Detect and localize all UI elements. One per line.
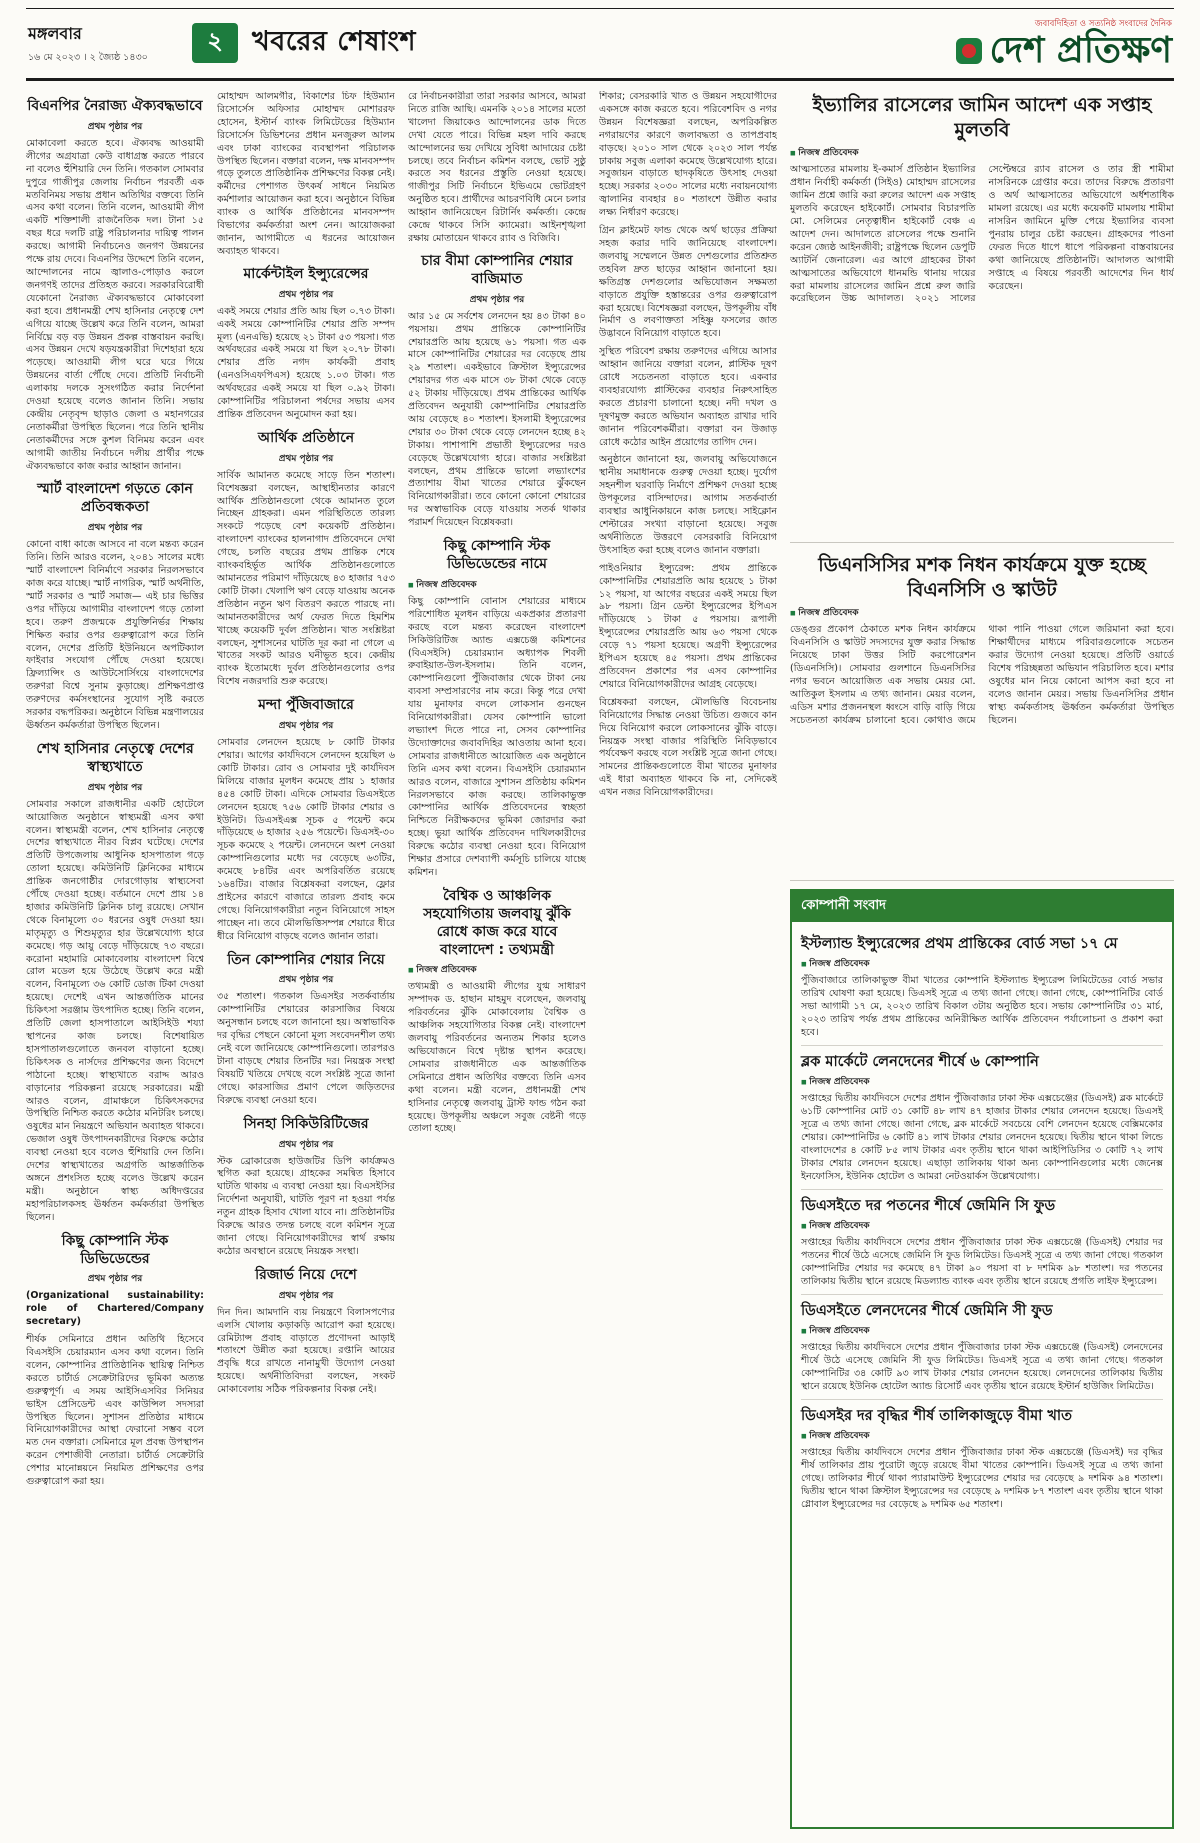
article-body: পুঁজিবাজারে তালিকাভুক্ত বীমা খাতের কোম্পানি ইস্টল্যান্ড ইন্স্যুরেন্স লিমিটেডের বোর্ড সভার তারিখ ঘোষণা করা হয়েছে। ডিএসই সূত্রে এ তথ্য জানা গেছে। জানা গেছে, কোম্পানিটির বোর্ড সভা আগামী ১৭ মে, ২০২৩ তারিখ বিকাল ৩টায় অনুষ্ঠিত হবে। সভায় কোম্পানিটির ৩১ মার্চ, ২০২৩ তারিখ পর্যন্ত প্রথম প্রান্তিকের অনিরীক্ষিত আর্থিক প্রতিবেদন পর্যালোচনা ও প্রকাশ করা হবে। [801,974,1163,1038]
article-headline: ইস্টল্যান্ড ইন্স্যুরেন্সের প্রথম প্রান্তিকের বোর্ড সভা ১৭ মে [801,936,1118,952]
article-headline: ব্লক মার্কেটে লেনদেনের শীর্ষে ৬ কোম্পানি [801,1054,1039,1071]
article-body: দিন দিন। আমদানি ব্যয় নিয়ন্ত্রণে বিলাসপণ্যের এলসি খোলায় কড়াকড়ি আরোপ করা হয়েছে। রেমিট্যান্স প্রবাহ বাড়াতে প্রণোদনা আড়াই শতাংশে উন্নীত করা হয়েছে। রপ্তানি আয়ের প্রবৃদ্ধি ধরে রাখতে নানামুখী উদ্যোগ নেওয়া হয়েছে। অর্থনীতিবিদরা বলছেন, সংকট মোকাবেলায় সঠিক পরিকল্পনার বিকল্প নেই। [217,1306,395,1396]
article-byline: ◼ নিজস্ব প্রতিবেদক [801,1074,1163,1089]
article-headline: বৈশ্বিক ও আঞ্চলিক সহযোগিতায় জলবায়ু ঝুঁকি রোধে কাজ করে যাবে বাংলাদেশ : তথ্যমন্ত্রী [423,887,571,958]
body-grid [26,91,1174,1829]
article-headline: ডিএনসিসির মশক নিধন কার্যক্রমে যুক্ত হচ্ছে বিএনসিসি ও স্কাউট [818,554,1146,601]
article-headline: সিনহা সিকিউরিটিজের [243,1115,369,1132]
article-body: সোমবার লেনদেন হয়েছে ৮ কোটি টাকার শেয়ার। আগের কার্যদিবসে লেনদেন হয়েছিল ৬ কোটি টাকার। রোব ও সোমবার দুই কার্যদিবস মিলিয়ে বাজার মূলধন কমেছে প্রায় ১ হাজার ৪৫৪ কোটি টাকা। এদিকে সোমবার ডিএসইতে লেনদেন হয়েছে ৭৫৬ কোটি টাকার শেয়ার ও ইউনিট। ডিএসইএক্স সূচক ৫ পয়েন্ট কমে দাঁড়িয়েছে ৬ হাজার ২৫৬ পয়েন্টে। ডিএসই-৩০ সূচক কমেছে ২ পয়েন্ট। লেনদেনে অংশ নেওয়া কোম্পানিগুলোর মধ্যে দর বেড়েছে ৬৩টির, কমেছে ৮৪টির এবং অপরিবর্তিত রয়েছে ১৬৪টির। বাজার বিশ্লেষকরা বলছেন, ফ্লোর প্রাইসের কারণে বাজারে তারল্য প্রবাহ কমে গেছে। বিনিয়োগকারীরা নতুন বিনিয়োগে সাহস পাচ্ছেন না। তবে মৌলভিত্তিসম্পন্ন শেয়ারে ধীরে ধীরে বিনিয়োগ বাড়ছে বলেও জানান তারা। [217,737,395,942]
company-news-box [790,889,1174,1829]
article-dse-top-turnover [801,1294,1163,1393]
article-health-sector [26,741,204,1225]
article-three-companies [217,952,395,1108]
article-headline: ডিএসইর দর বৃদ্ধির শীর্ষ তালিকাজুড়ে বীমা খাত [801,1408,1072,1425]
article-block-market-top [801,1045,1163,1183]
article-byline: ◼ নিজস্ব প্রতিবেদক [790,145,1174,160]
article-body: কোনো বাধা কাজে আসবে না বলে মন্তব্য করেন তিনি। তিনি আরও বলেন, ২০৪১ সালের মধ্যে স্মার্ট বাংলাদেশ বিনির্মাণে সরকার নিরলসভাবে কাজ করে যাচ্ছে। স্মার্ট নাগরিক, স্মার্ট অর্থনীতি, স্মার্ট সরকার ও স্মার্ট সমাজ— এই চার ভিত্তির ওপর দাঁড়িয়ে আগামীর বাংলাদেশ গড়ে তোলা হবে। তরুণ প্রজন্মকে প্রযুক্তিনির্ভর শিক্ষায় শিক্ষিত করার ওপর গুরুত্বারোপ করে তিনি বলেন, দেশের প্রতিটি ইউনিয়নে অপটিক্যাল ফাইবার সংযোগ পৌঁছে দেওয়া হয়েছে। ফ্রিল্যান্সিং ও আউটসোর্সিংয়ে বাংলাদেশের তরুণরা বিশ্বে সুনাম কুড়াচ্ছে। প্রশিক্ষণপ্রাপ্ত তরুণদের কর্মসংস্থানের সুযোগ সৃষ্টি করতে সরকার বদ্ধপরিকর। অনুষ্ঠানে বিভিন্ন মন্ত্রণালয়ের ঊর্ধ্বতন কর্মকর্তারা উপস্থিত ছিলেন। [26,539,204,731]
day-date-block [28,21,178,66]
newspaper-logo-icon [956,38,982,64]
company-news-box-title: কোম্পানী সংবাদ [792,891,1172,922]
masthead-tagline: জবাবদিহিতা ও সত্যনিষ্ঠ সংবাদের দৈনিক [1034,19,1172,29]
article-headline: শেখ হাসিনার নেতৃত্বে দেশের স্বাস্থ্যখাতে [36,740,194,775]
article-body: আত্মসাতের মামলায় ই-কমার্স প্রতিষ্ঠান ইভ্যালির প্রধান নির্বাহী কর্মকর্তা (সিইও) মোহাম্মদ রাসেলের জামিন প্রশ্নে জারি করা রুলের আদেশ এক সপ্তাহ মুলতবি করেছেন হাইকোর্ট। সোমবার বিচারপতি মো. সেলিমের নেতৃত্বাধীন হাইকোর্ট বেঞ্চ এ আদেশ দেন। আদালতে রাসেলের পক্ষে শুনানি করেন জ্যেষ্ঠ আইনজীবী; রাষ্ট্রপক্ষে ছিলেন ডেপুটি অ্যাটর্নি জেনারেল। এর আগে গ্রাহকের টাকা আত্মসাতের অভিযোগে ধানমন্ডি থানায় দায়ের করা মামলায় রাসেলের জামিন প্রশ্নে রুল জারি করেছিলেন উচ্চ আদালত। ২০২১ সালের সেপ্টেম্বরে র‌্যাব রাসেল ও তার স্ত্রী শামীমা নাসরিনকে গ্রেপ্তার করে। তাদের বিরুদ্ধে প্রতারণা ও অর্থ আত্মসাতের অভিযোগে অর্ধশতাধিক মামলা রয়েছে। এর মধ্যে কয়েকটি মামলায় শামীমা নাসরিন জামিনে মুক্তি পেয়ে ইভ্যালির ব্যবসা পুনরায় চালুর চেষ্টা করছেন। গ্রাহকদের পাওনা ফেরত দিতে ধাপে ধাপে পরিকল্পনা বাস্তবায়নের কথা জানিয়েছে প্রতিষ্ঠানটি। আদালত আগামী সপ্তাহে এ বিষয়ে পরবর্তী আদেশের দিন ধার্য করেছেন। [790,164,1174,305]
masthead-block [956,17,1172,69]
article-body: সোমবার সকালে রাজধানীর একটি হোটেলে আয়োজিত অনুষ্ঠানে স্বাস্থ্যমন্ত্রী এসব কথা বলেন। স্বাস্থ্যমন্ত্রী বলেন, শেখ হাসিনার নেতৃত্বে দেশের স্বাস্থ্যখাতে নীরব বিপ্লব ঘটেছে। দেশের প্রতিটি উপজেলায় আধুনিক হাসপাতাল গড়ে তোলা হয়েছে। কমিউনিটি ক্লিনিকের মাধ্যমে প্রান্তিক জনগোষ্ঠীর দোরগোড়ায় স্বাস্থ্যসেবা পৌঁছে দেওয়া হচ্ছে। বর্তমানে দেশে প্রায় ১৪ হাজার কমিউনিটি ক্লিনিক চালু রয়েছে। সেখান থেকে বিনামূল্যে ৩০ ধরনের ওষুধ দেওয়া হয়। মাতৃমৃত্যু ও শিশুমৃত্যুর হার উল্লেখযোগ্য হারে কমেছে। গড় আয়ু বেড়ে দাঁড়িয়েছে ৭৩ বছরে। করোনা মহামারি মোকাবেলায় বাংলাদেশ বিশ্বে রোল মডেল হয়ে উঠেছে উল্লেখ করে মন্ত্রী বলেন, বিনামূল্যে ৩৬ কোটি ডোজ টিকা দেওয়া হয়েছে। দেশেই এখন আন্তর্জাতিক মানের চিকিৎসা সরঞ্জাম উৎপাদিত হচ্ছে। তিনি বলেন, প্রতিটি জেলা হাসপাতালে আইসিইউ শয্যা স্থাপনের কাজ চলছে। বিশেষায়িত হাসপাতালগুলোতে জনবল বাড়ানো হচ্ছে। চিকিৎসক ও নার্সদের প্রশিক্ষণের জন্য বিদেশে পাঠানো হচ্ছে। স্বাস্থ্যখাতে বরাদ্দ আরও বাড়ানোর পরিকল্পনা রয়েছে সরকারের। মন্ত্রী আরও বলেন, গ্রামাঞ্চলে চিকিৎসকদের উপস্থিতি নিশ্চিত করতে কঠোর মনিটরিং চলছে। ওষুধের মান নিয়ন্ত্রণে অভিযান অব্যাহত থাকবে। ভেজাল ওষুধ উৎপাদনকারীদের বিরুদ্ধে কঠোর ব্যবস্থা নেওয়া হবে বলেও হুঁশিয়ারি দেন তিনি। দেশের স্বাস্থ্যখাতের অগ্রগতি আন্তর্জাতিক অঙ্গনে প্রশংসিত হচ্ছে বলেও উল্লেখ করেন মন্ত্রী। অনুষ্ঠানে স্বাস্থ্য অধিদপ্তরের মহাপরিচালকসহ ঊর্ধ্বতন কর্মকর্তারা উপস্থিত ছিলেন। [26,798,204,1223]
article-headline: বিএনপির নৈরাজ্য ঐক্যবদ্ধভাবে [27,98,203,114]
article-stock-dividend-seminar [26,1233,204,1489]
article-sluggish-market [217,697,395,943]
article-dncc-mosquito [790,551,1174,881]
article-byline: ◼ নিজস্ব প্রতিবেদক [790,605,1174,620]
newspaper-name: দেশ প্রতিক্ষণ [989,30,1172,71]
column-2 [217,91,395,1829]
article-byline: প্রথম পৃষ্ঠার পর [469,294,525,305]
page-number-badge: ২ [192,23,238,63]
article-body: ডেঙ্গুর প্রকোপ ঠেকাতে মশক নিধন কার্যক্রমে বিএনসিসি ও স্কাউট সদস্যদের যুক্ত করার সিদ্ধান্ত নিয়েছে ঢাকা উত্তর সিটি করপোরেশন (ডিএনসিসি)। সোমবার গুলশানে ডিএনসিসির নগর ভবনে আয়োজিত এক সভায় মেয়র মো. আতিকুল ইসলাম এ তথ্য জানান। মেয়র বলেন, এডিস মশার প্রজননস্থল ধ্বংসে বাড়ি বাড়ি গিয়ে সচেতনতা কার্যক্রম চালানো হবে। কোথাও জমে থাকা পানি পাওয়া গেলে জরিমানা করা হবে। শিক্ষার্থীদের মাধ্যমে পরিবারগুলোকে সচেতন করার উদ্যোগ নেওয়া হয়েছে। প্রতিটি ওয়ার্ডে বিশেষ পরিচ্ছন্নতা অভিযান পরিচালিত হবে। মশার ওষুধের মান নিয়ে কোনো আপস করা হবে না বলেও জানান মেয়র। সভায় ডিএনসিসির প্রধান স্বাস্থ্য কর্মকর্তাসহ ঊর্ধ্বতন কর্মকর্তারা উপস্থিত ছিলেন। [790,624,1174,726]
article-body: সার্বিক আমানত কমেছে সাড়ে তিন শতাংশ। বিশেষজ্ঞরা বলছেন, আস্থাহীনতার কারণে আর্থিক প্রতিষ্ঠানগুলো থেকে আমানত তুলে নিচ্ছেন গ্রাহকরা। এমন পরিস্থিতিতে তারল্য সংকটে পড়েছে বেশ কয়েকটি প্রতিষ্ঠান। বাংলাদেশ ব্যাংকের হালনাগাদ প্রতিবেদনে দেখা গেছে, চলতি বছরের প্রথম প্রান্তিক শেষে ব্যাংকবহির্ভূত আর্থিক প্রতিষ্ঠানগুলোতে আমানতের পরিমাণ দাঁড়িয়েছে ৪৩ হাজার ৭৫৩ কোটি টাকা। খেলাপি ঋণ বেড়ে যাওয়ায় অনেক প্রতিষ্ঠান নতুন ঋণ বিতরণ করতে পারছে না। আমানতকারীদের অর্থ ফেরত দিতে হিমশিম খাচ্ছে কয়েকটি দুর্বল প্রতিষ্ঠান। খাত সংশ্লিষ্টরা বলছেন, সুশাসনের ঘাটতি দূর করা না গেলে এ খাতের সংকট আরও ঘনীভূত হবে। কেন্দ্রীয় ব্যাংক ইতোমধ্যে দুর্বল প্রতিষ্ঠানগুলোর ওপর বিশেষ নজরদারি শুরু করেছে। [217,469,395,688]
article-bnp-anarchy [26,98,204,473]
article-body: শীর্ষক সেমিনারে প্রধান অতিথি হিসেবে বিএসইসি চেয়ারম্যান এসব কথা বলেন। তিনি বলেন, কোম্পানির প্রাতিষ্ঠানিক স্থায়িত্ব নিশ্চিত করতে চার্টার্ড সেক্রেটারিদের ভূমিকা অত্যন্ত গুরুত্বপূর্ণ। এ সময় আইসিএসবির সিনিয়র ভাইস প্রেসিডেন্ট এবং কাউন্সিল সদস্যরা উপস্থিত ছিলেন। সুশাসন প্রতিষ্ঠার মাধ্যমে বিনিয়োগকারীদের আস্থা ফেরানো সম্ভব বলে মত দেন বক্তারা। সেমিনারে মূল প্রবন্ধ উপস্থাপন করেন পেশাজীবী নেতারা। চার্টার্ড সেক্রেটারি পেশার মানোন্নয়নে নিয়মিত প্রশিক্ষণের ওপর গুরুত্বারোপ করা হয়। [26,1334,204,1488]
article-headline: রিজার্ভ নিয়ে দেশে [255,1266,357,1283]
date-label: ১৬ মে ২০২৩ । ২ জ্যৈষ্ঠ ১৪৩০ [28,51,148,63]
article-body: মোকাবেলা করতে হবে। ঐক্যবদ্ধ আওয়ামী লীগের অগ্রযাত্রা কেউ বাধাগ্রস্ত করতে পারবে না বলেও হুঁশিয়ারি দেন তিনি। গতকাল সোমবার দুপুরে গাজীপুর জেলায় নির্বাচন পরবর্তী এক মতবিনিময় সভায় প্রধান অতিথির বক্তব্যে তিনি এসব কথা বলেন। তিনি বলেন, আওয়ামী লীগ একটি শক্তিশালী রাজনৈতিক দল। টানা ১৫ বছর ধরে দলটি রাষ্ট্র পরিচালনার দায়িত্ব পালন করছে। আগামী নির্বাচনেও জনগণ উন্নয়নের পক্ষে রায় দেবে। বিএনপির উদ্দেশে তিনি বলেন, আন্দোলনের নামে জ্বালাও-পোড়াও করলে জনগণই তাদের প্রতিহত করবে। সরকারবিরোধী যেকোনো নৈরাজ্য ঐক্যবদ্ধভাবে মোকাবেলা করা হবে। প্রধানমন্ত্রী শেখ হাসিনার নেতৃত্বে দেশ এগিয়ে যাচ্ছে উল্লেখ করে তিনি বলেন, আমরা নির্বিঘ্নে বড় বড় উন্নয়ন প্রকল্প বাস্তবায়ন করছি। এসব উন্নয়ন দেখে ষড়যন্ত্রকারীরা দিশেহারা হয়ে পড়েছে। আওয়ামী লীগ ঘরে ঘরে গিয়ে উন্নয়নের বার্তা পৌঁছে দেবে। প্রতিটি নির্বাচনী এলাকায় দলকে সুসংগঠিত করার নির্দেশনা দেওয়া হয়েছে বলেও জানান তিনি। সভায় কেন্দ্রীয় নেতৃবৃন্দ ছাড়াও জেলা ও মহানগরের নেতাকর্মীরা উপস্থিত ছিলেন। পরে তিনি স্থানীয় নেতাকর্মীদের সঙ্গে কুশল বিনিময় করেন এবং আগামী জাতীয় নির্বাচনে দলীয় প্রার্থীর পক্ষে ঐক্যবদ্ধভাবে কাজ করার আহ্বান জানান। [26,137,204,472]
article-body: সপ্তাহের দ্বিতীয় কার্যদিবসে দেশের প্রধান পুঁজিবাজার ঢাকা স্টক এক্সচেঞ্জে (ডিএসই) লেনদেনের শীর্ষে উঠে এসেছে জেমিনি সী ফুড লিমিটেড। ডিএসই সূত্রে এ তথ্য জানা গেছে। গতকাল কোম্পানিটির ৩৪ কোটি ৯৩ লাখ টাকার শেয়ার লেনদেন হয়েছে। লেনদেনের তালিকায় দ্বিতীয় স্থানে রয়েছে ইউনিক হোটেল অ্যান্ড রিসোর্ট এবং তৃতীয় স্থানে রয়েছে ইস্টার্ন হাউজিং লিমিটেড। [801,1341,1163,1393]
article-headline: ইভ্যালির রাসেলের জামিন আদেশ এক সপ্তাহ মুলতবি [812,94,1152,141]
page-header [26,8,1174,81]
article-byline: প্রথম পৃষ্ঠার পর [87,782,143,793]
article-dse-top-loser [801,1189,1163,1288]
article-body: তথ্যমন্ত্রী ও আওয়ামী লীগের যুগ্ম সাধারণ সম্পাদক ড. হাছান মাহমুদ বলেছেন, জলবায়ু পরিবর্তনের ঝুঁকি মোকাবেলায় বৈশ্বিক ও আঞ্চলিক সহযোগিতার বিকল্প নেই। বাংলাদেশ জলবায়ু পরিবর্তনের অন্যতম শিকার হলেও অভিযোজনে বিশ্বে দৃষ্টান্ত স্থাপন করেছে। সোমবার রাজধানীতে এক আন্তর্জাতিক সেমিনারে প্রধান অতিথির বক্তব্যে তিনি এসব কথা বলেন। মন্ত্রী বলেন, প্রধানমন্ত্রী শেখ হাসিনার নেতৃত্বে জলবায়ু ট্রাস্ট ফান্ড গঠন করা হয়েছে। উপকূলীয় অঞ্চলে সবুজ বেষ্টনী গড়ে তোলা হচ্ছে। [408,981,586,1135]
article-financial-institutions [217,430,395,689]
weekday-label: মঙ্গলবার [28,23,82,43]
article-stock-dividend-bsec [408,538,586,880]
article-byline: ◼ নিজস্ব প্রতিবেদক [408,962,586,977]
article-english-title: (Organizational sustainability: role of Chartered/Company secretary) [26,1290,204,1328]
column-3 [408,91,586,1829]
column-4 [599,91,777,1829]
article-headline: তিন কোম্পানির শেয়ার নিয়ে [227,951,385,968]
article-mercantile-insurance [217,266,395,422]
article-headline: ডিএসইতে দর পতনের শীর্ষে জেমিনি সি ফুড [801,1198,1056,1215]
article-climate-minister [408,888,586,1137]
article-body: সপ্তাহের দ্বিতীয় কার্যদিবসে দেশের প্রধান পুঁজিবাজার ঢাকা স্টক এক্সচেঞ্জের (ডিএসই) ব্লক মার্কেটে ৬১টি কোম্পানির মোট ৩১ কোটি ৪৮ লাখ ৪৭ হাজার টাকার শেয়ার লেনদেন হয়েছে। ডিএসই সূত্রে এ তথ্য জানা গেছে। জানা গেছে, ব্লক মার্কেটে সবচেয়ে বেশি লেনদেন হয়েছে বেক্সিমকোর শেয়ার। কোম্পানিটির ৬ কোটি ৪১ লাখ টাকার শেয়ার লেনদেন হয়েছে। দ্বিতীয় স্থানে থাকা লিন্ডে বাংলাদেশের ৪ কোটি ৮৫ লাখ টাকার এবং তৃতীয় স্থানে থাকা আইপিডিসির ৩ কোটি ৭২ লাখ টাকার শেয়ার লেনদেন হয়েছে। এছাড়া তালিকায় থাকা অন্য কোম্পানিগুলোর মধ্যে জেনেক্স ইনফোসিস, ইউনিক হোটেল ও আমরা নেটওয়ার্কস উল্লেখযোগ্য। [801,1092,1163,1183]
article-byline: প্রথম পৃষ্ঠার পর [278,721,334,732]
article-headline: ডিএসইতে লেনদেনের শীর্ষে জেমিনি সী ফুড [801,1303,1053,1320]
continuation-text: রে নির্বাচনকারীরা তারা সরকার আসবে, আমরা নিতে রাজি আছি। এমনকি ২০১৪ সালের মতো খালেদা জিয়াকেও আন্দোলনের ডাক দিতে দেখা যেতে পারে। বিভিন্ন মহল দাবি করছে আন্দোলনের ভয় দেখিয়ে সুবিধা আদায়ের চেষ্টা চলছে। তবে নির্বাচন কমিশন বলছে, ভোট সুষ্ঠু করতে সব ধরনের প্রস্তুতি নেওয়া হয়েছে। গাজীপুর সিটি নির্বাচনে ইভিএমে ভোটগ্রহণ অনুষ্ঠিত হবে। প্রার্থীদের আচরণবিধি মেনে চলার আহ্বান জানিয়েছেন রিটার্নিং কর্মকর্তা। কেন্দ্রে কেন্দ্রে থাকবে সিসি ক্যামেরা। আইনশৃঙ্খলা রক্ষায় মোতায়েন থাকবে র‌্যাব ও বিজিবি। [408,91,586,244]
article-smart-bangladesh [26,481,204,732]
article-body: আর ১৫ মে সর্বশেষ লেনদেন হয় ৪৩ টাকা ৪০ পয়সায়। প্রথম প্রান্তিকে কোম্পানিটির শেয়ারপ্রতি আয় হয়েছে ৬১ পয়সা। গত এক মাসে কোম্পানিটির শেয়ারের দর বেড়েছে প্রায় ২৯ শতাংশ। একইভাবে ক্রিস্টাল ইন্স্যুরেন্সের শেয়ারদর গত এক মাসে ৩৮ টাকা থেকে বেড়ে ৫২ টাকায় দাঁড়িয়েছে। প্রথম প্রান্তিকের আর্থিক প্রতিবেদন অনুযায়ী কোম্পানিটির শেয়ারপ্রতি আয় বেড়েছে ৪০ শতাংশ। ইসলামী ইন্স্যুরেন্সের শেয়ার ৩০ টাকা থেকে বেড়ে লেনদেন হচ্ছে ৪২ টাকায়। পাশাপাশি প্রভাতী ইন্স্যুরেন্সের দরও বেড়েছে উল্লেখযোগ্য হারে। বাজার সংশ্লিষ্টরা বলছেন, প্রথম প্রান্তিকে ভালো লভ্যাংশের প্রত্যাশায় বীমা খাতের শেয়ারে ঝুঁকছেন বিনিয়োগকারীরা। তবে কোনো কোনো শেয়ারের দর অস্বাভাবিক বেড়ে যাওয়ায় সতর্ক থাকার পরামর্শ দিয়েছেন বিশ্লেষকরা। [408,310,586,529]
continuation-text: অনুষ্ঠানে জানানো হয়, জলবায়ু অভিযোজনে স্থানীয় সমাধানকে গুরুত্ব দেওয়া হচ্ছে। দুর্যোগ সহনশীল ঘরবাড়ি নির্মাণে প্রশিক্ষণ দেওয়া হচ্ছে উপকূলের বাসিন্দাদের। আগাম সতর্কবার্তা ব্যবস্থার আধুনিকায়নে কাজ চলছে। সাইক্লোন শেল্টারের সংখ্যা বাড়ানো হয়েছে। সবুজ অর্থনীতিতে উত্তরণে বেসরকারি বিনিয়োগ উৎসাহিত করা হচ্ছে বলেও জানান বক্তারা। [599,454,777,556]
article-dse-top-gainers-insurance [801,1399,1163,1511]
article-byline: প্রথম পৃষ্ঠার পর [278,289,334,300]
article-byline: ◼ নিজস্ব প্রতিবেদক [408,577,586,592]
continuation-text: গ্রিন ক্লাইমেট ফান্ড থেকে অর্থ ছাড়ের প্রক্রিয়া সহজ করার দাবি জানিয়েছে বাংলাদেশ। জলবায়ু সম্মেলনে উন্নত দেশগুলোর প্রতিশ্রুত তহবিল দ্রুত ছাড়ের আহ্বান জানানো হয়। ক্ষতিগ্রস্ত দেশগুলোর অভিযোজন সক্ষমতা বাড়াতে প্রযুক্তি হস্তান্তরের ওপর গুরুত্বারোপ করা হয়েছে। বিশেষজ্ঞরা বলছেন, উপকূলীয় বাঁধ নির্মাণ ও লবণাক্ততা সহিষ্ণু ফসলের জাত উদ্ভাবনে বিনিয়োগ বাড়াতে হবে। [599,225,777,340]
right-region [790,91,1174,1829]
article-byline: ◼ নিজস্ব প্রতিবেদক [801,1323,1163,1338]
article-body: সপ্তাহের দ্বিতীয় কার্যদিবসে দেশের প্রধান পুঁজিবাজার ঢাকা স্টক এক্সচেঞ্জে (ডিএসই) শেয়ার দর পতনের শীর্ষে উঠে এসেছে জেমিনি সি ফুড লিমিটেড। ডিএসই সূত্রে এ তথ্য জানা গেছে। গতকাল কোম্পানিটির শেয়ার দর কমেছে ৪৭ টাকা ৯০ পয়সা বা ৮ দশমিক ৯৮ শতাংশ। দর পতনের তালিকায় দ্বিতীয় স্থানে রয়েছে মিডল্যান্ড ব্যাংক এবং তৃতীয় স্থানে রয়েছে প্রগতি লাইফ ইন্স্যুরেন্স। [801,1236,1163,1288]
article-byline: ◼ নিজস্ব প্রতিবেদক [801,956,1163,971]
article-reserve [217,1267,395,1397]
article-eastland-board-meeting [801,928,1163,1039]
article-byline: ◼ নিজস্ব প্রতিবেদক [801,1218,1163,1233]
continuation-text: শিকার; বেসরকারি খাত ও উন্নয়ন সহযোগীদের একসঙ্গে কাজ করতে হবে। পরিবেশবিদ ও নগর উন্নয়ন বিশেষজ্ঞরা বলছেন, অপরিকল্পিত নগরায়ণের কারণে জলাবদ্ধতা ও তাপপ্রবাহ বাড়ছে। ২০১০ সাল থেকে ২০২৩ সাল পর্যন্ত ঢাকায় সবুজ এলাকা কমেছে উল্লেখযোগ্য হারে। সবুজায়ন বাড়াতে ছাদকৃষিতে উৎসাহ দেওয়া হচ্ছে। সরকার ২০৩০ সালের মধ্যে নবায়নযোগ্য জ্বালানির ব্যবহার ৪০ শতাংশে উন্নীত করার লক্ষ্য নির্ধারণ করেছে। [599,91,777,219]
article-sinha-securities [217,1116,395,1259]
continuation-text: পাইওনিয়ার ইন্স্যুরেন্স: প্রথম প্রান্তিকে কোম্পানিটির শেয়ারপ্রতি আয় হয়েছে ১ টাকা ১২ পয়সা, যা আগের বছরের একই সময়ে ছিল ৯৮ পয়সা। গ্রিন ডেল্টা ইন্স্যুরেন্সের ইপিএস দাঁড়িয়েছে ১ টাকা ৫ পয়সায়। রূপালী ইন্স্যুরেন্সের শেয়ারপ্রতি আয় ৬৩ পয়সা থেকে বেড়ে ৭১ পয়সা হয়েছে। অগ্রণী ইন্স্যুরেন্সের ইপিএস হয়েছে ৪৫ পয়সা। প্রথম প্রান্তিকের প্রতিবেদন প্রকাশের পর এসব কোম্পানির শেয়ারে বিনিয়োগকারীদের আগ্রহ বেড়েছে। [599,562,777,690]
article-body: ৩৫ শতাংশ। গতকাল ডিএসইর সতর্কবার্তায় কোম্পানিটির শেয়ারের কারসাজির বিষয়ে অনুসন্ধান চলছে বলে জানানো হয়। অস্বাভাবিক দর বৃদ্ধির পেছনে কোনো মূল্য সংবেদনশীল তথ্য নেই বলে জানিয়েছে কোম্পানিগুলো। তারপরও টানা বাড়ছে শেয়ার তিনটির দর। নিয়ন্ত্রক সংস্থা বিষয়টি খতিয়ে দেখছে বলে সংশ্লিষ্ট সূত্রে জানা গেছে। কারসাজির প্রমাণ পেলে জড়িতদের বিরুদ্ধে ব্যবস্থা নেওয়া হবে। [217,991,395,1106]
article-byline: প্রথম পৃষ্ঠার পর [87,121,143,132]
column-1 [26,91,204,1829]
article-byline: প্রথম পৃষ্ঠার পর [278,975,334,986]
article-headline: কিছু কোম্পানি স্টক ডিভিডেন্ডের [61,1232,169,1267]
article-body: কিছু কোম্পানি বোনাস শেয়ারের মাধ্যমে পরিশোধিত মূলধন বাড়িয়ে একপ্রকার প্রতারণা করছে বলে মন্তব্য করেছেন বাংলাদেশ সিকিউরিটিজ অ্যান্ড এক্সচেঞ্জ কমিশনের (বিএসইসি) চেয়ারম্যান অধ্যাপক শিবলী রুবাইয়াত-উল-ইসলাম। তিনি বলেন, কোম্পানিগুলো পুঁজিবাজার থেকে টাকা নেয় ব্যবসা সম্প্রসারণের নাম করে। কিন্তু পরে দেখা যায় মুনাফার বদলে লোকসান গুনছেন বিনিয়োগকারীরা। যেসব কোম্পানি ভালো লভ্যাংশ দিতে পারে না, সেসব কোম্পানির উদ্যোক্তাদের জবাবদিহির আওতায় আনা হবে। সোমবার রাজধানীতে আয়োজিত এক অনুষ্ঠানে তিনি এসব কথা বলেন। বিএসইসি চেয়ারম্যান আরও বলেন, বাজারে সুশাসন প্রতিষ্ঠায় কমিশন নিরলসভাবে কাজ করছে। তালিকাভুক্ত কোম্পানির আর্থিক প্রতিবেদনের স্বচ্ছতা নিশ্চিতে নিরীক্ষকদের ভূমিকা জোরদার করা হচ্ছে। ভুয়া আর্থিক প্রতিবেদন দাখিলকারীদের বিরুদ্ধে কঠোর ব্যবস্থা নেওয়া হবে। বিনিয়োগ শিক্ষার প্রসারে দেশব্যাপী কর্মসূচি চালিয়ে যাচ্ছে কমিশন। [408,595,586,878]
article-headline: স্মার্ট বাংলাদেশ গড়তে কোন প্রতিবন্ধকতা [37,481,193,516]
article-headline: মার্কেন্টাইল ইন্স্যুরেন্সের [243,265,369,282]
continuation-text: বিশ্লেষকরা বলছেন, মৌলভিত্তি বিবেচনায় বিনিয়োগের সিদ্ধান্ত নেওয়া উচিত। গুজবে কান দিয়ে বিনিয়োগ করলে লোকসানের ঝুঁকি বাড়ে। নিয়ন্ত্রক সংস্থা বাজার পরিস্থিতি নিবিড়ভাবে পর্যবেক্ষণ করছে বলে সংশ্লিষ্ট সূত্রে জানা গেছে। সামনের প্রান্তিকগুলোতে বীমা খাতের মুনাফার এই ধারা অব্যাহত থাকবে কি না, সেদিকেই এখন নজর বিনিয়োগকারীদের। [599,696,777,799]
continuation-text: সুস্থিত পরিবেশ রক্ষায় তরুণদের এগিয়ে আসার আহ্বান জানিয়ে বক্তারা বলেন, প্লাস্টিক দূষণ রোধে সচেতনতা বাড়াতে হবে। একবার ব্যবহারযোগ্য প্লাস্টিকের ব্যবহার নিরুৎসাহিত করতে প্রচারণা চালানো হচ্ছে। নদী দখল ও দূষণমুক্ত করতে অভিযান অব্যাহত রাখার দাবি জানান পরিবেশকর্মীরা। বক্তারা বন উজাড় রোধে কঠোর আইন প্রয়োগের তাগিদ দেন। [599,346,777,448]
article-four-insurance [408,253,586,530]
section-title: খবরের শেষাংশ [252,25,416,57]
article-body: সপ্তাহের দ্বিতীয় কার্যদিবসে দেশের প্রধান পুঁজিবাজার ঢাকা স্টক এক্সচেঞ্জে (ডিএসই) দর বৃদ্ধির শীর্ষ তালিকার প্রায় পুরোটা জুড়ে রয়েছে বীমা খাতের কোম্পানি। ডিএসই সূত্রে এ তথ্য জানা গেছে। তালিকার শীর্ষে থাকা প্যারামাউন্ট ইন্স্যুরেন্সের শেয়ার দর বেড়েছে ৯ দশমিক ৯৪ শতাংশ। দ্বিতীয় স্থানে থাকা ক্রিস্টাল ইন্স্যুরেন্সের দর বেড়েছে ৯ দশমিক ৮৭ শতাংশ এবং তৃতীয় স্থানে থাকা গ্লোবাল ইন্স্যুরেন্সের দর বেড়েছে ৯ দশমিক ৬৫ শতাংশ। [801,1446,1163,1511]
article-byline: প্রথম পৃষ্ঠার পর [278,453,334,464]
continuation-text: মোহাম্মদ আলমগীর, বিকাশের চিফ হিউম্যান রিসোর্সেস অফিসার মোহাম্মদ মোশাররফ হোসেন, ইস্টার্ন ব্যাংক লিমিটেডের হিউম্যান রিসোর্সেস ডিভিশনের প্রধান মনজুরুল আলম এবং ঢাকা ব্যাংকের ব্যবস্থাপনা পরিচালক উপস্থিত ছিলেন। বক্তারা বলেন, দক্ষ মানবসম্পদ গড়ে তুলতে প্রাতিষ্ঠানিক প্রশিক্ষণের বিকল্প নেই। কর্মীদের পেশাগত উৎকর্ষ সাধনে নিয়মিত কর্মশালার আয়োজন করা হবে। অনুষ্ঠানে বিভিন্ন ব্যাংক ও আর্থিক প্রতিষ্ঠানের মানবসম্পদ বিভাগের কর্মকর্তারা অংশ নেন। আয়োজকরা জানান, আগামীতে এ ধরনের আয়োজন অব্যাহত থাকবে। [217,91,395,257]
article-headline: আর্থিক প্রতিষ্ঠানে [257,429,355,446]
article-byline: ◼ নিজস্ব প্রতিবেদক [801,1428,1163,1443]
company-news-box-content [792,922,1172,1525]
article-headline: কিছু কোম্পানি স্টক ডিভিডেন্ডের নামে [443,538,551,572]
article-headline: মন্দা পুঁজিবাজারে [258,697,354,714]
article-body: স্টক ব্রোকারেজ হাউজটির ডিপি কার্যক্রমও স্থগিত করা হয়েছে। গ্রাহকের সমন্বিত হিসাবে ঘাটতি থাকায় এ ব্যবস্থা নেওয়া হয়। বিএসইসির নির্দেশনা অনুযায়ী, ঘাটতি পূরণ না হওয়া পর্যন্ত নতুন গ্রাহক হিসাব খোলা যাবে না। প্রতিষ্ঠানটির বিরুদ্ধে আরও তদন্ত চলছে বলে কমিশন সূত্রে জানা গেছে। বিনিয়োগকারীদের স্বার্থ রক্ষায় কঠোর অবস্থানে রয়েছে নিয়ন্ত্রক সংস্থা। [217,1155,395,1257]
article-byline: প্রথম পৃষ্ঠার পর [87,1274,143,1285]
article-headline: চার বীমা কোম্পানির শেয়ার বাজিমাত [421,252,573,287]
article-byline: প্রথম পৃষ্ঠার পর [87,523,143,534]
article-byline: প্রথম পৃষ্ঠার পর [278,1139,334,1150]
article-body: একই সময়ে শেয়ার প্রতি আয় ছিল ০.৭৩ টাকা। একই সময়ে কোম্পানিটির শেয়ার প্রতি সম্পদ মূল্য (এনএভি) হয়েছে ২১ টাকা ৫৩ পয়সা। গত অর্থবছরের একই সময়ে যা ছিল ২০.৭৮ টাকা। শেয়ার প্রতি নগদ কার্যকরী প্রবাহ (এনওসিএফপিএস) হয়েছে ১.০৩ টাকা। গত অর্থবছরের একই সময়ে যা ছিল ০.৯২ টাকা। কোম্পানিটির পরিচালনা পর্ষদের সভায় এসব প্রান্তিক প্রতিবেদন অনুমোদন করা হয়। [217,305,395,420]
article-byline: প্রথম পৃষ্ঠার পর [278,1290,334,1301]
article-evaly-bail [790,91,1174,543]
